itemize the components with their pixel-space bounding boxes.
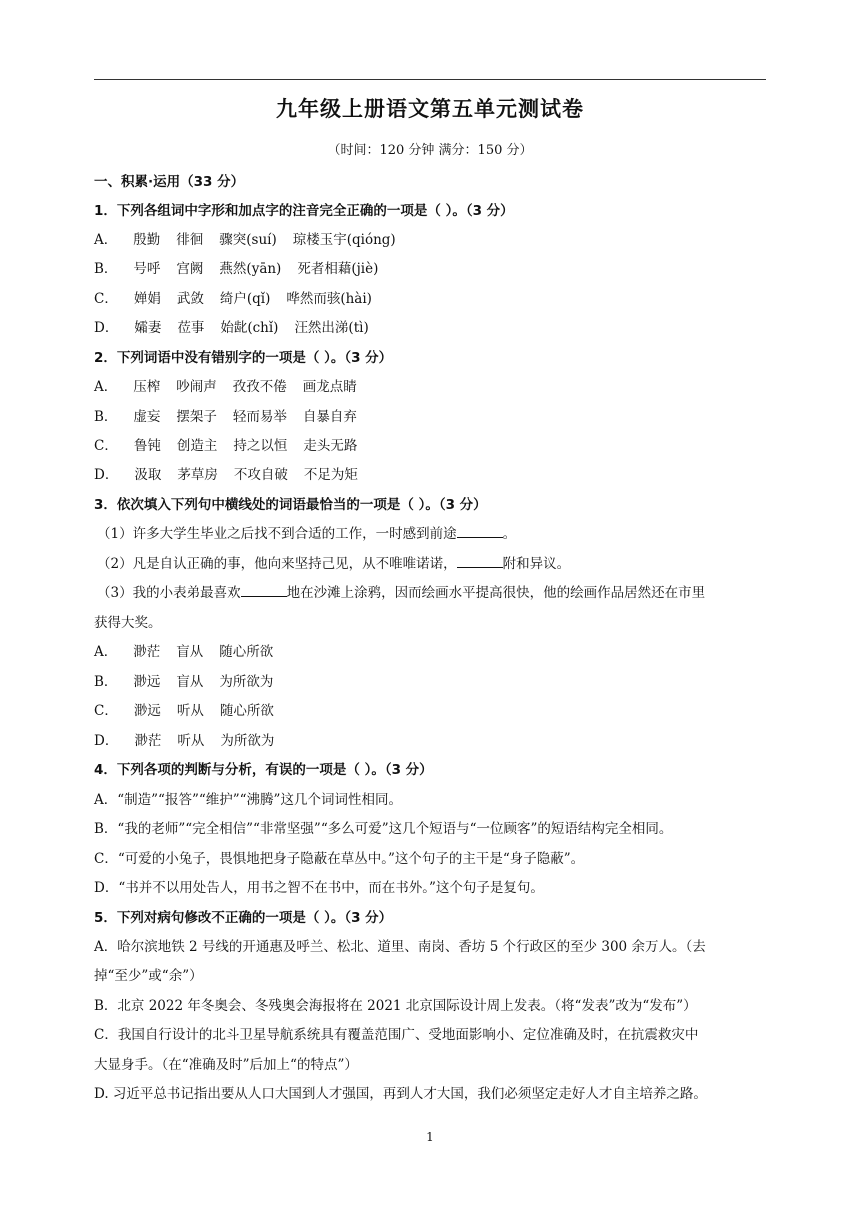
question-3-option-c: C． 渺远 听从 随心所欲: [94, 703, 274, 719]
fill-blank: [457, 525, 503, 538]
question-5-option-c: C．我国自行设计的北斗卫星导航系统具有覆盖范围广、受地面影响小、定位准确及时，在抗震救灾中: [94, 1027, 699, 1043]
question-3-sentence-2: （2）凡是自认正确的事，他向来坚持己见，从不唯唯诺诺， 附和异议。: [97, 556, 571, 572]
header-rule: [94, 79, 766, 80]
question-3-option-a: A． 渺茫 盲从 随心所欲: [94, 644, 274, 660]
question-5-option-d: D. 习近平总书记指出要从人口大国到人才强国，再到人才大国，我们必须坚定走好人才自主培养之路。: [94, 1086, 707, 1102]
question-5-stem: 5．下列对病句修改不正确的一项是（ ）。（3 分）: [94, 910, 393, 926]
question-3-option-d: D． 渺茫 听从 为所欲为: [94, 733, 275, 749]
question-4-option-c: C．“可爱的小兔子，畏惧地把身子隐蔽在草丛中。”这个句子的主干是“身子隐蔽”。: [94, 851, 585, 867]
question-4-option-a: A．“制造”“报答”“维护”“沸腾”这几个词词性相同。: [94, 792, 402, 808]
question-3-sentence-1: （1）许多大学生毕业之后找不到合适的工作，一时感到前途 。: [97, 526, 517, 542]
section-heading: 一、积累·运用（33 分）: [94, 174, 245, 190]
question-5-option-c-cont: 大显身手。（在“准确及时”后加上“的特点”）: [94, 1057, 358, 1073]
page-title: 九年级上册语文第五单元测试卷: [276, 97, 584, 121]
question-2-option-b: B． 虚妄 摆架子 轻而易举 自暴自弃: [94, 409, 357, 425]
question-3-stem: 3．依次填入下列句中横线处的词语最恰当的一项是（ ）。（3 分）: [94, 497, 487, 513]
question-1-option-b: B． 号呼 宫阙 燕然(yān) 死者相藉(jiè): [94, 261, 379, 277]
question-3-sentence-3-cont: 获得大奖。: [94, 615, 162, 631]
question-2-stem: 2．下列词语中没有错别字的一项是（ ）。（3 分）: [94, 350, 393, 366]
page-number: 1: [426, 1130, 434, 1144]
fill-blank: [457, 555, 503, 568]
question-5-option-b: B．北京 2022 年冬奥会、冬残奥会海报将在 2021 北京国际设计周上发表。（将“发表”改为“发布”）: [94, 998, 697, 1014]
question-2-option-d: D． 汲取 茅草房 不攻自破 不足为矩: [94, 467, 358, 483]
question-4-option-b: B．“我的老师”“完全相信”“非常坚强”“多么可爱”这几个短语与“一位顾客”的短语结构完全相同。: [94, 821, 673, 837]
question-2-option-a: A． 压榨 吵闹声 孜孜不倦 画龙点睛: [94, 379, 357, 395]
question-1-stem: 1．下列各组词中字形和加点字的注音完全正确的一项是（ ）。（3 分）: [94, 203, 514, 219]
fill-blank: [241, 584, 287, 597]
question-2-option-c: C． 鲁钝 创造主 持之以恒 走头无路: [94, 438, 358, 454]
question-5-option-a-cont: 掉“至少”或“余”）: [94, 968, 203, 984]
question-4-stem: 4．下列各项的判断与分析，有误的一项是（ ）。（3 分）: [94, 762, 433, 778]
question-3-sentence-3: （3）我的小表弟最喜欢 地在沙滩上涂鸦，因而绘画水平提高很快，他的绘画作品居然还在市里: [97, 585, 706, 601]
question-1-option-c: C． 婵娟 武敛 绮户(qǐ) 哗然而骇(hài): [94, 291, 372, 307]
question-1-option-a: A． 殷勤 徘徊 骤突(suí) 琼楼玉宇(qióng): [94, 232, 396, 248]
question-5-option-a: A．哈尔滨地铁 2 号线的开通惠及呼兰、松北、道里、南岗、香坊 5 个行政区的至少 300 余万人。（去: [94, 939, 706, 955]
exam-time-score: （时间：120 分钟 满分：150 分）: [327, 143, 533, 158]
question-4-option-d: D．“书并不以用处告人，用书之智不在书中，而在书外。”这个句子是复句。: [94, 880, 544, 896]
question-1-option-d: D． 孀妻 莅事 始龀(chǐ) 汪然出涕(tì): [94, 320, 369, 336]
question-3-option-b: B． 渺远 盲从 为所欲为: [94, 674, 274, 690]
